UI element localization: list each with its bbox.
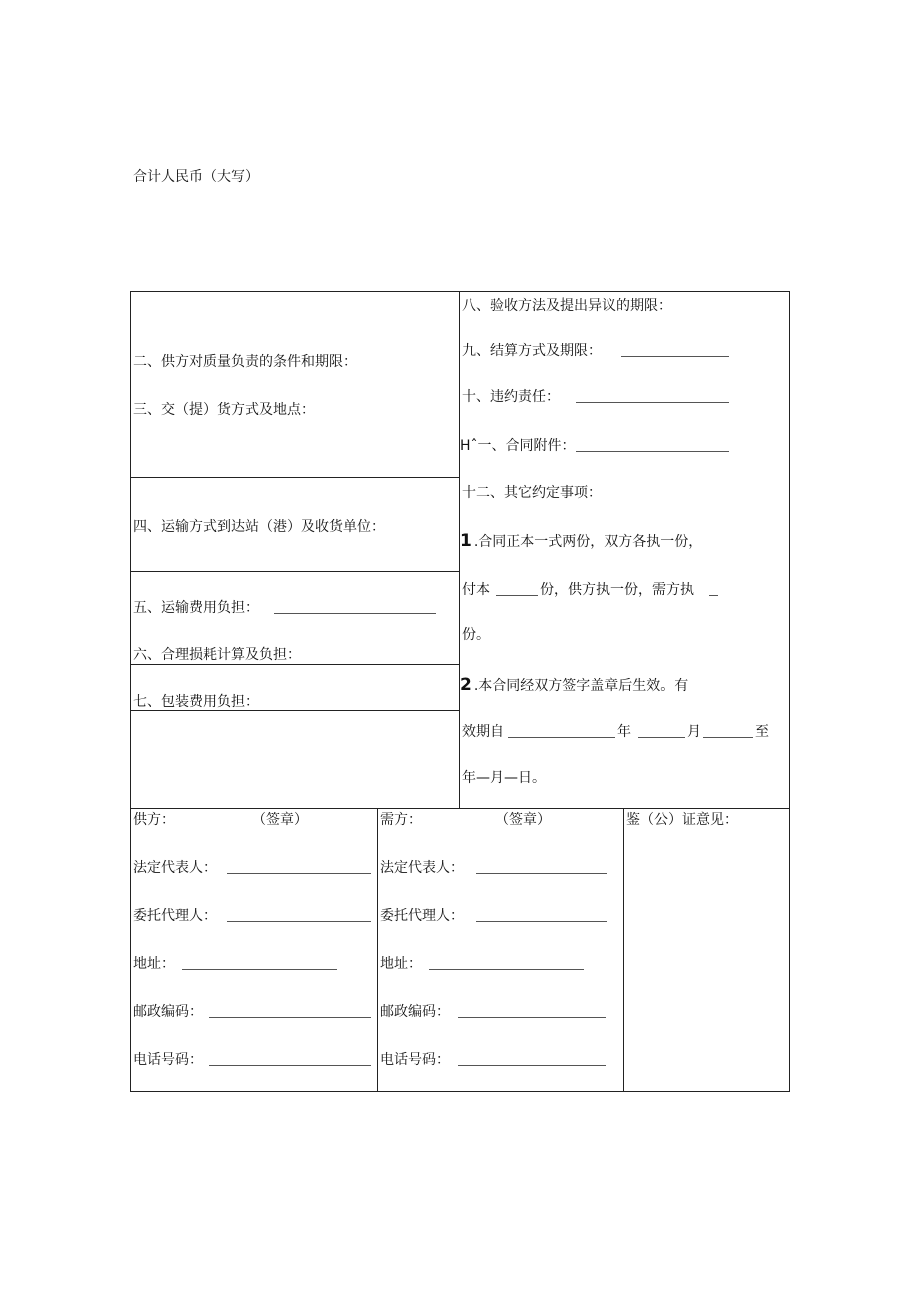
- transport-cost-field[interactable]: [274, 613, 436, 614]
- buyer-agent-field[interactable]: [476, 921, 607, 922]
- validity-start-year-field[interactable]: [508, 737, 615, 738]
- validity-end-date: 年—月—日。: [462, 770, 546, 786]
- rule-signature-top: [130, 808, 790, 809]
- supplier-agent-label: 委托代理人：: [133, 908, 217, 924]
- liability-field[interactable]: [576, 402, 729, 403]
- settlement-field[interactable]: [621, 356, 729, 357]
- term-1-line-2b: 份，供方执一份，需方执: [540, 582, 694, 598]
- clause-quality-responsibility: 二、供方对质量负责的条件和期限：: [133, 354, 357, 370]
- clause-transport-cost: 五、运输费用负担：: [133, 600, 259, 616]
- notary-opinion-label: 鉴（公）证意见：: [626, 812, 738, 828]
- buyer-legal-rep-label: 法定代表人：: [380, 860, 464, 876]
- supplier-postcode-label: 邮政编码：: [133, 1004, 203, 1020]
- clause-transport-method: 四、运输方式到达站（港）及收货单位：: [133, 519, 385, 535]
- term-1-text-1: .合同正本一式两份，双方各执一份，: [473, 534, 703, 550]
- validity-month-label: 月: [687, 724, 701, 740]
- buyer-label: 需方：: [380, 812, 422, 828]
- buyer-copies-field[interactable]: [709, 595, 718, 596]
- clause-loss-calculation: 六、合理损耗计算及负担：: [133, 647, 301, 663]
- clause-attachments: Hˆ一、合同附件：: [460, 438, 576, 454]
- validity-from-label: 效期自: [462, 724, 504, 740]
- buyer-postcode-label: 邮政编码：: [380, 1004, 450, 1020]
- term-2-text-1: .本合同经双方签字盖章后生效。有: [473, 678, 689, 694]
- term-1-line-2a: 付本: [462, 582, 490, 598]
- term-1-number: 1: [460, 531, 472, 551]
- rule-left-2: [130, 571, 459, 572]
- supplier-address-field[interactable]: [182, 969, 337, 970]
- clause-delivery-method: 三、交（提）货方式及地点：: [133, 402, 315, 418]
- validity-to-label: 至: [755, 724, 769, 740]
- term-1-line-3: 份。: [462, 627, 490, 643]
- divider-sign-2: [623, 808, 624, 1092]
- supplier-legal-rep-field[interactable]: [227, 873, 371, 874]
- buyer-address-field[interactable]: [429, 969, 584, 970]
- attachments-field[interactable]: [576, 451, 729, 452]
- buyer-phone-label: 电话号码：: [380, 1052, 450, 1068]
- buyer-agent-label: 委托代理人：: [380, 908, 464, 924]
- clause-packaging-cost: 七、包装费用负担：: [133, 694, 259, 710]
- total-amount-label: 合计人民币（大写）: [133, 169, 259, 185]
- buyer-postcode-field[interactable]: [458, 1017, 606, 1018]
- supplier-postcode-field[interactable]: [209, 1017, 371, 1018]
- term-2-line-1: [460, 676, 688, 695]
- divider-sign-1: [377, 808, 378, 1092]
- clause-acceptance-method: 八、验收方法及提出异议的期限：: [462, 298, 672, 314]
- validity-start-day-field[interactable]: [703, 737, 753, 738]
- clause-other-terms: 十二、其它约定事项：: [462, 485, 602, 501]
- supplier-phone-label: 电话号码：: [133, 1052, 203, 1068]
- clause-settlement-method: 九、结算方式及期限：: [462, 343, 602, 359]
- buyer-phone-field[interactable]: [458, 1065, 606, 1066]
- supplier-legal-rep-label: 法定代表人：: [133, 860, 217, 876]
- buyer-legal-rep-field[interactable]: [476, 873, 607, 874]
- supplier-agent-field[interactable]: [227, 921, 371, 922]
- validity-start-month-field[interactable]: [638, 737, 685, 738]
- rule-left-3: [130, 664, 459, 665]
- term-1-line-1: [460, 532, 702, 551]
- supplier-seal-label: （签章）: [252, 812, 308, 828]
- supplier-phone-field[interactable]: [209, 1065, 371, 1066]
- validity-year-label: 年: [617, 724, 631, 740]
- term-2-number: 2: [460, 675, 472, 695]
- supplier-label: 供方：: [133, 812, 175, 828]
- copy-count-field[interactable]: [496, 595, 538, 596]
- supplier-address-label: 地址：: [133, 956, 175, 972]
- clause-liability: 十、违约责任：: [462, 389, 560, 405]
- buyer-address-label: 地址：: [380, 956, 422, 972]
- rule-left-1: [130, 477, 459, 478]
- buyer-seal-label: （签章）: [495, 812, 551, 828]
